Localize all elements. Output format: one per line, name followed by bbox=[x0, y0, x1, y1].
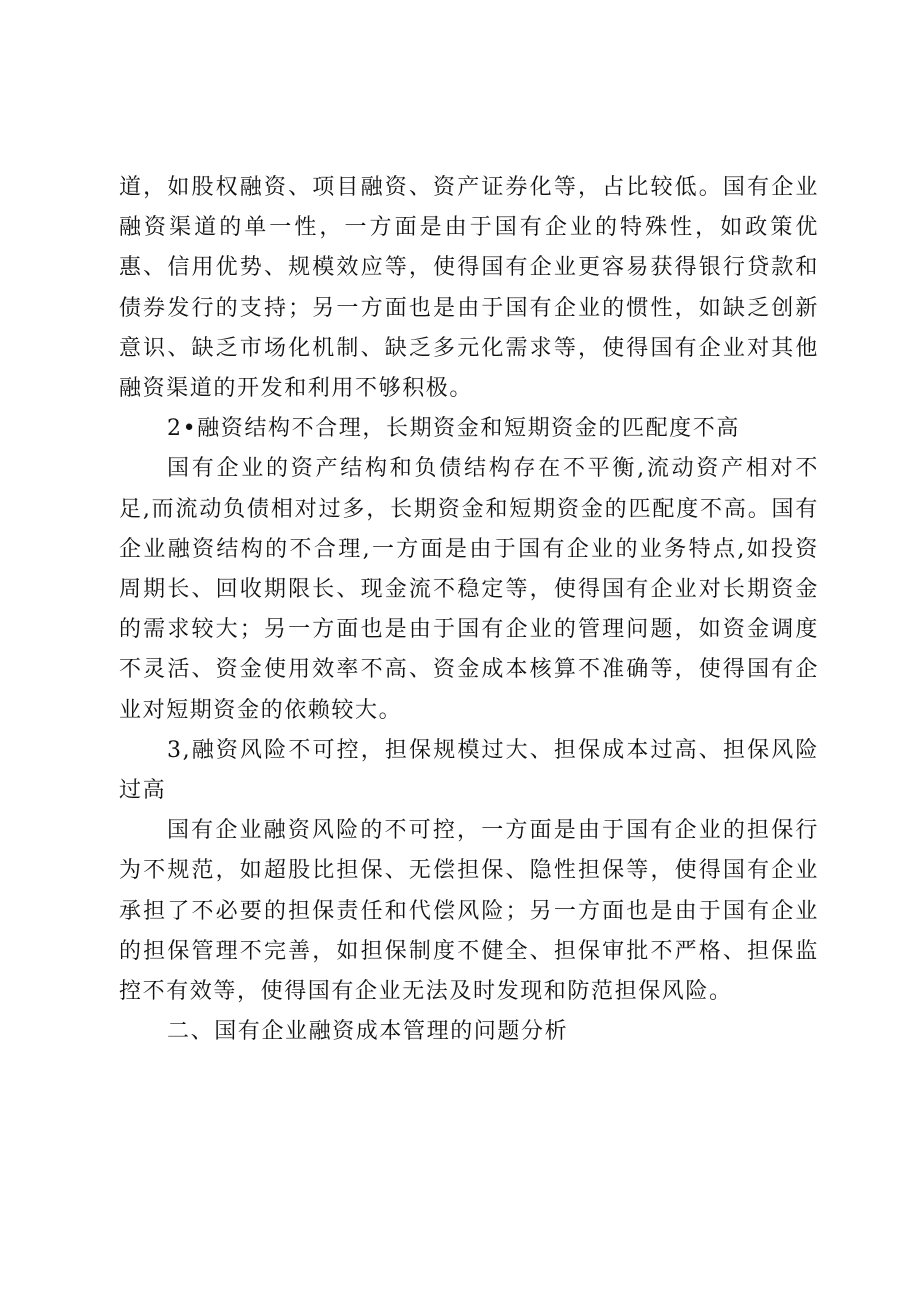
body-text bbox=[119, 168, 819, 1052]
paragraph-financing-structure: 国有企业的资产结构和负债结构存在不平衡,流动资产相对不足,而流动负债相对过多，长期资金和短期资金的匹配度不高。国有企业融资结构的不合理,一方面是由于国有企业的业务特点,如投资周期长、回收期限长、现金流不稳定等，使得国有企业对长期资金的需求较大；另一方面也是由于国有企业的管理问题，如资金调度不灵活、资金使用效率不高、资金成本核算不准确等，使得国有企业对短期资金的依赖较大。 bbox=[119, 456, 819, 723]
section-heading-cost-management: 二、国有企业融资成本管理的问题分析 bbox=[167, 1019, 569, 1045]
heading-financing-structure: 2•融资结构不合理，长期资金和短期资金的匹配度不高 bbox=[167, 416, 740, 442]
paragraph-financing-channels: 道，如股权融资、项目融资、资产证券化等，占比较低。国有企业融资渠道的单一性，一方面是由于国有企业的特殊性，如政策优惠、信用优势、规模效应等，使得国有企业更容易获得银行贷款和债券发行的支持；另一方面也是由于国有企业的惯性，如缺乏创新意识、缺乏市场化机制、缺乏多元化需求等，使得国有企业对其他融资渠道的开发和利用不够积极。 bbox=[119, 175, 819, 402]
paragraph-financing-risk: 国有企业融资风险的不可控，一方面是由于国有企业的担保行为不规范，如超股比担保、无偿担保、隐性担保等，使得国有企业承担了不必要的担保责任和代偿风险；另一方面也是由于国有企业的担保管理不完善，如担保制度不健全、担保审批不严格、担保监控不有效等，使得国有企业无法及时发现和防范担保风险。 bbox=[119, 818, 819, 1005]
heading-financing-risk: 3,融资风险不可控，担保规模过大、担保成本过高、担保风险过高 bbox=[119, 737, 819, 804]
